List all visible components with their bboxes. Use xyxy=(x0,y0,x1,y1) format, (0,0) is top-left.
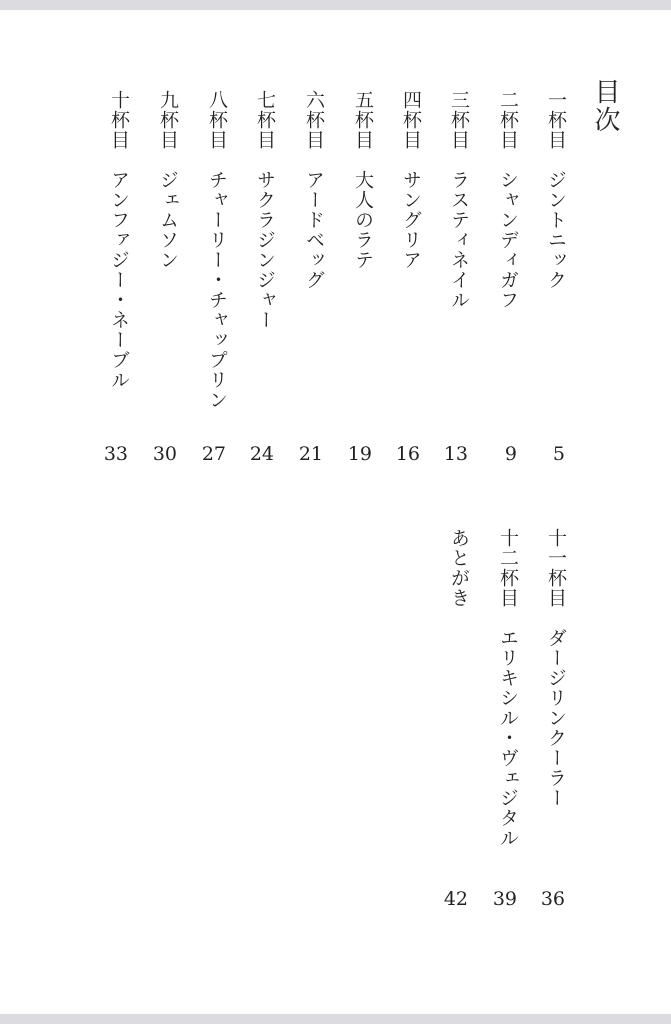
drink-name: ジェムソン xyxy=(157,170,179,270)
cup-label: 六杯目 xyxy=(303,90,325,150)
toc-entry-6 xyxy=(293,90,323,1010)
drink-name: アードベッグ xyxy=(303,170,325,290)
toc-entry-afterword xyxy=(438,90,468,1010)
toc-entry-7 xyxy=(244,90,274,1010)
page-top-edge xyxy=(0,0,671,10)
page-number: 30 xyxy=(152,443,177,465)
drink-name: チャーリー・チャップリン xyxy=(206,170,228,410)
cup-label: 二杯目 xyxy=(497,90,519,150)
drink-name: ラスティネイル xyxy=(448,170,470,310)
page-number: 24 xyxy=(249,443,274,465)
page-number: 42 xyxy=(443,888,468,910)
cup-label: 三杯目 xyxy=(448,90,470,150)
cup-label: 十二杯目 xyxy=(497,528,519,608)
page-number: 36 xyxy=(540,888,565,910)
toc-entry-5 xyxy=(342,90,372,1010)
cup-label: 八杯目 xyxy=(206,90,228,150)
toc-entry-10 xyxy=(98,90,128,1010)
cup-label: 四杯目 xyxy=(400,90,422,150)
page-number: 19 xyxy=(347,443,372,465)
toc-entry-12 xyxy=(487,90,517,1010)
drink-name: ダージリンクーラー xyxy=(545,628,567,808)
toc-entry-4 xyxy=(390,90,420,1010)
cup-label: 五杯目 xyxy=(352,90,374,150)
drink-name: 大人のラテ xyxy=(352,170,374,270)
cup-label: 七杯目 xyxy=(254,90,276,150)
page-number: 5 xyxy=(552,443,565,465)
drink-name: ジントニック xyxy=(545,170,567,290)
drink-name: シャンディガフ xyxy=(497,170,519,310)
afterword-label: あとがき xyxy=(448,528,470,608)
cup-label: 一杯目 xyxy=(545,90,567,150)
toc-title: 目次 xyxy=(590,78,620,134)
toc-entry-11 xyxy=(535,90,565,1010)
page-number: 39 xyxy=(492,888,517,910)
cup-label: 十杯目 xyxy=(108,90,130,150)
toc-entry-9 xyxy=(147,90,177,1010)
page-number: 16 xyxy=(395,443,420,465)
cup-label: 十一杯目 xyxy=(545,528,567,608)
page-number: 21 xyxy=(298,443,323,465)
page-number: 33 xyxy=(103,443,128,465)
drink-name: エリキシル・ヴェジタル xyxy=(497,628,519,848)
page-number: 9 xyxy=(504,443,517,465)
drink-name: サクラジンジャー xyxy=(254,170,276,330)
drink-name: アンファジー・ネーブル xyxy=(108,170,130,390)
cup-label: 九杯目 xyxy=(157,90,179,150)
page-number: 13 xyxy=(443,443,468,465)
drink-name: サングリア xyxy=(400,170,422,270)
page-bottom-edge xyxy=(0,1014,671,1024)
page-number: 27 xyxy=(201,443,226,465)
toc-entry-8 xyxy=(196,90,226,1010)
